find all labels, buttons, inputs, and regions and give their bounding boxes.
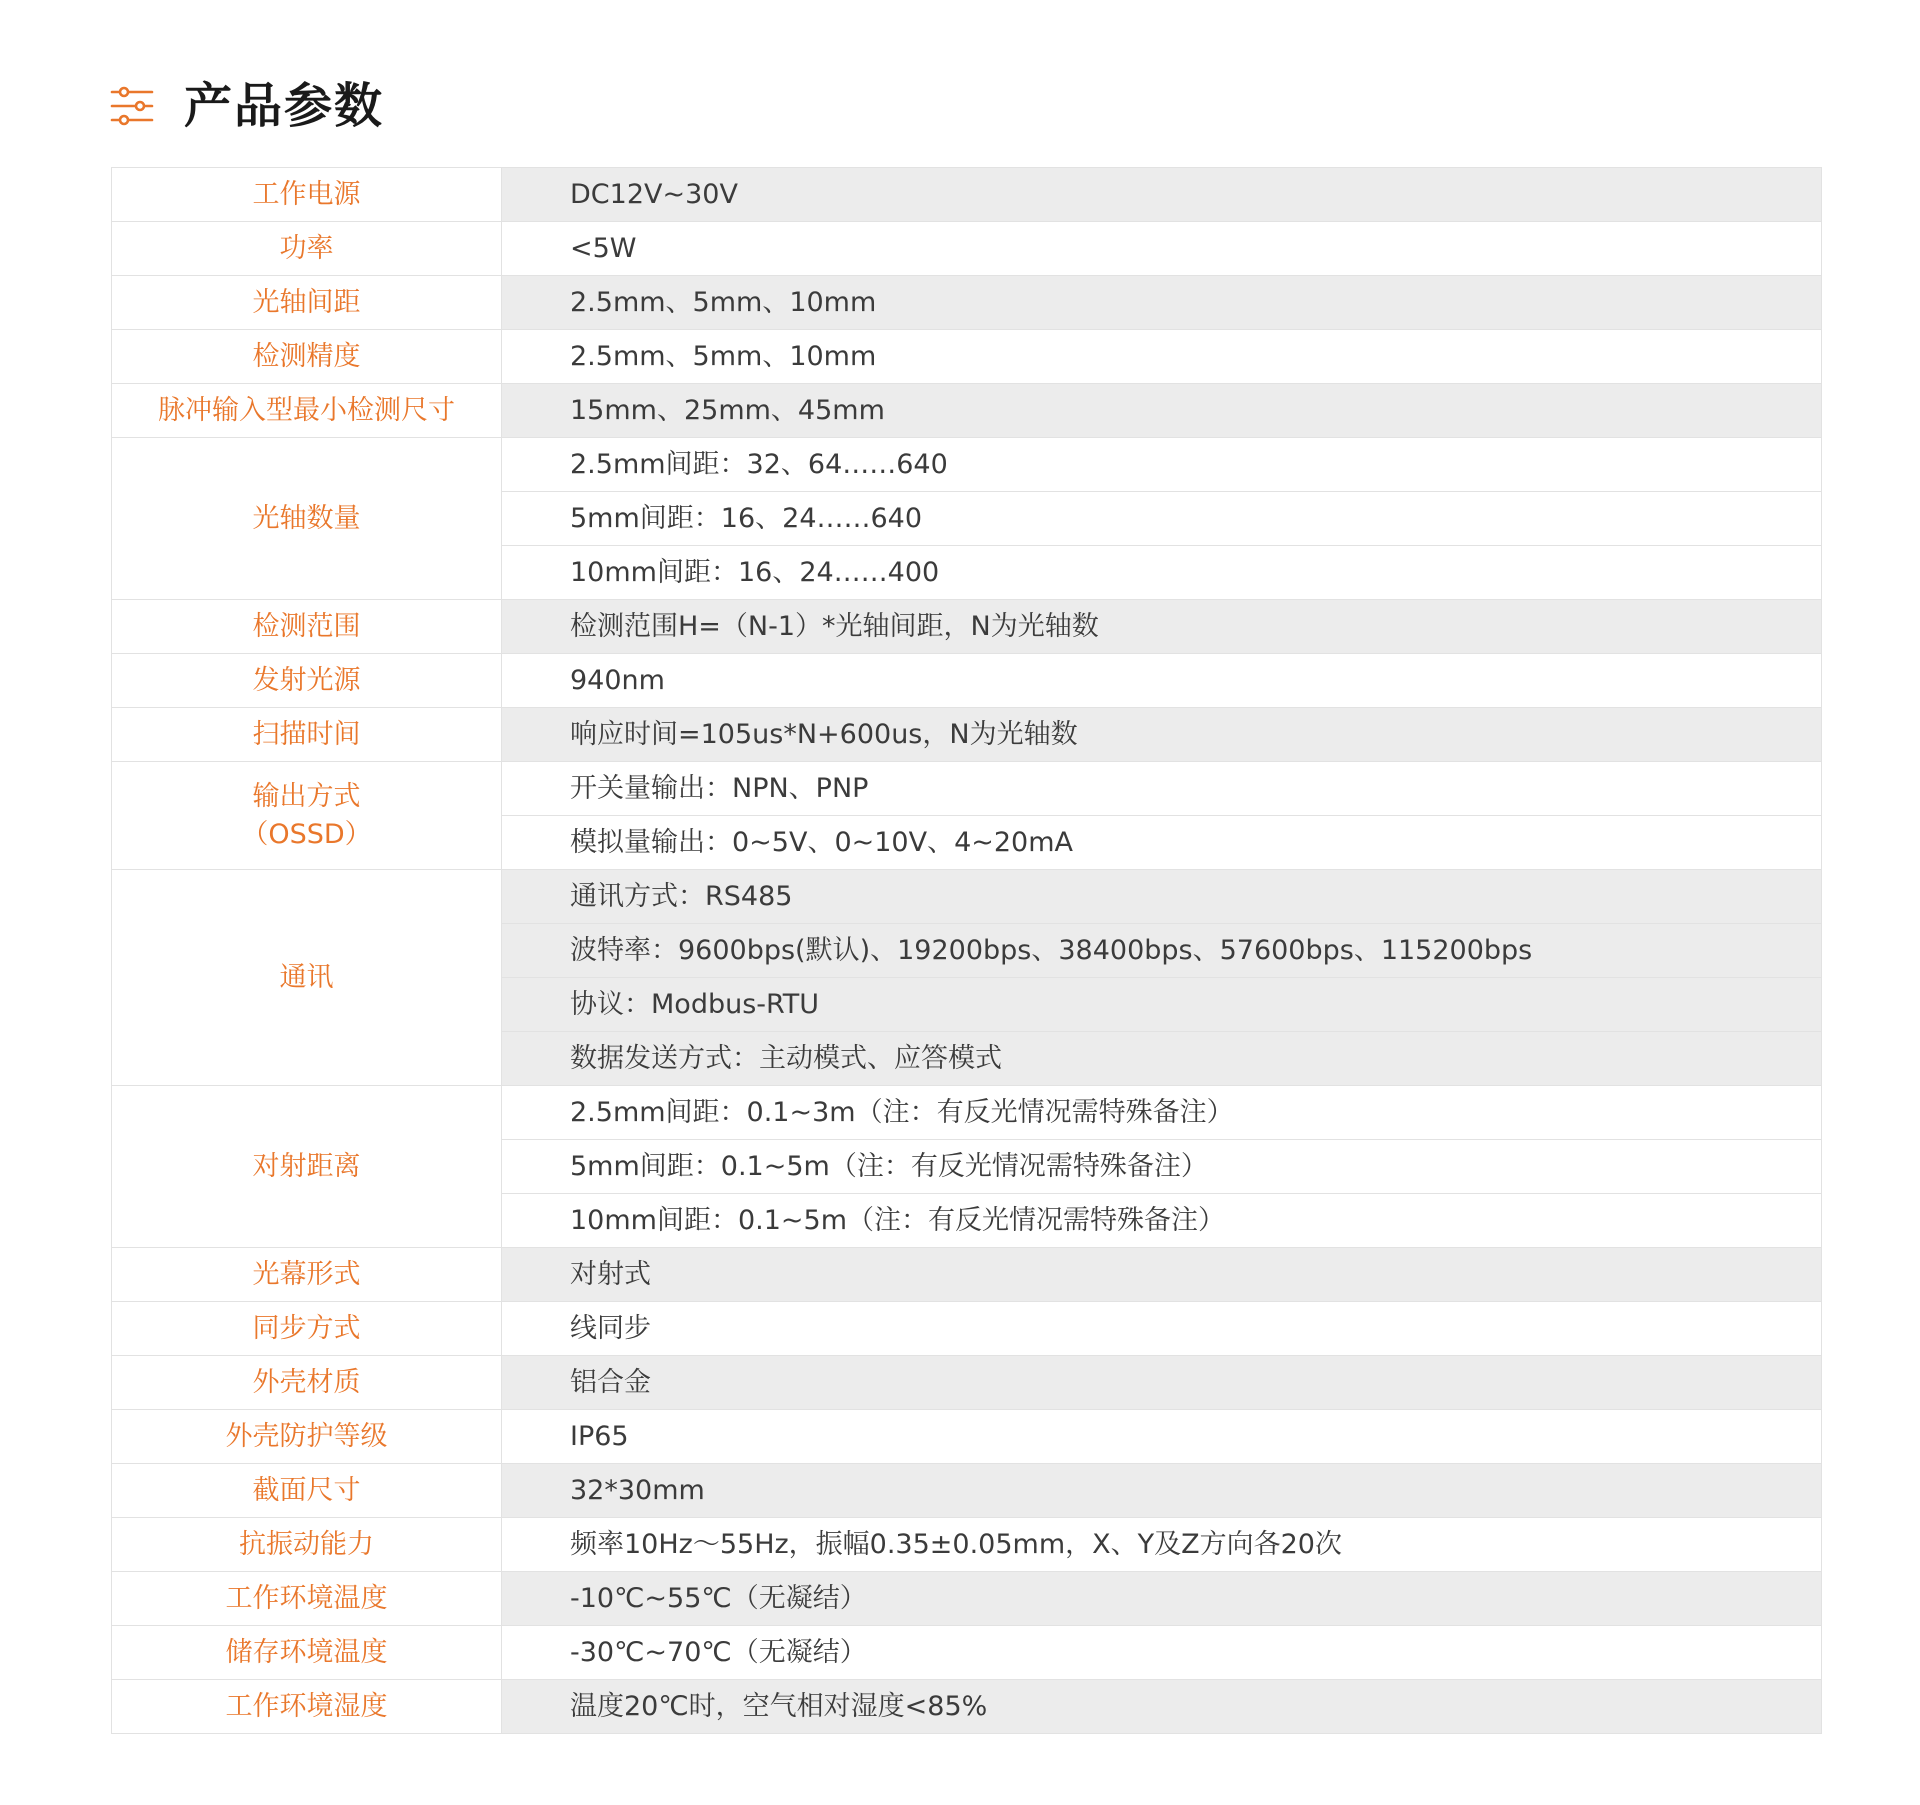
table-row [112, 654, 1822, 708]
table-row [112, 708, 1822, 762]
spec-value: 温度20℃时，空气相对湿度<85% [502, 1680, 1822, 1734]
spec-value: 开关量输出：NPN、PNP [502, 762, 1822, 816]
spec-label-line: （OSSD） [241, 818, 372, 850]
spec-label-line: 光轴数量 [252, 502, 361, 534]
spec-value: 940nm [502, 654, 1822, 708]
spec-value: 2.5mm、5mm、10mm [502, 276, 1822, 330]
spec-label-line: 光轴间距 [252, 286, 361, 318]
table-row [112, 1518, 1822, 1572]
table-row [112, 1626, 1822, 1680]
spec-value: 波特率：9600bps(默认)、19200bps、38400bps、57600bps、115200bps [502, 924, 1822, 978]
spec-label-line: 同步方式 [252, 1312, 361, 1344]
table-row [112, 1572, 1822, 1626]
spec-label-line: 外壳防护等级 [225, 1420, 388, 1452]
spec-label [112, 222, 502, 276]
spec-value: 2.5mm间距：32、64……640 [502, 438, 1822, 492]
spec-value: 协议：Modbus-RTU [502, 978, 1822, 1032]
spec-label [112, 762, 502, 870]
section-header [110, 76, 384, 136]
spec-value: 2.5mm间距：0.1~3m（注：有反光情况需特殊备注） [502, 1086, 1822, 1140]
spec-label [112, 438, 502, 600]
spec-label-line: 储存环境温度 [225, 1636, 388, 1668]
table-row [112, 1248, 1822, 1302]
table-row [112, 168, 1822, 222]
spec-value: 频率10Hz～55Hz，振幅0.35±0.05mm，X、Y及Z方向各20次 [502, 1518, 1822, 1572]
spec-label-line: 光幕形式 [252, 1258, 361, 1290]
spec-label [112, 1680, 502, 1734]
spec-label [112, 1518, 502, 1572]
spec-label-line: 扫描时间 [252, 718, 361, 750]
spec-label-line: 工作环境温度 [225, 1582, 388, 1614]
spec-label [112, 330, 502, 384]
table-row [112, 1680, 1822, 1734]
spec-value: 2.5mm、5mm、10mm [502, 330, 1822, 384]
table-row [112, 600, 1822, 654]
table-row [112, 330, 1822, 384]
spec-label [112, 384, 502, 438]
spec-value: 模拟量输出：0~5V、0~10V、4~20mA [502, 816, 1822, 870]
table-row [112, 762, 1822, 816]
spec-label-line: 通讯 [279, 961, 334, 993]
spec-value: 通讯方式：RS485 [502, 870, 1822, 924]
spec-value: 32*30mm [502, 1464, 1822, 1518]
spec-label-line: 外壳材质 [252, 1366, 361, 1398]
spec-label [112, 708, 502, 762]
spec-value: 10mm间距：0.1~5m（注：有反光情况需特殊备注） [502, 1194, 1822, 1248]
spec-label-line: 输出方式 [252, 780, 361, 812]
spec-value: 数据发送方式：主动模式、应答模式 [502, 1032, 1822, 1086]
table-row [112, 276, 1822, 330]
table-row [112, 1086, 1822, 1140]
spec-label [112, 654, 502, 708]
spec-label [112, 276, 502, 330]
spec-table-body [112, 168, 1822, 1734]
spec-label-line: 功率 [279, 232, 334, 264]
spec-value: -10℃~55℃（无凝结） [502, 1572, 1822, 1626]
spec-label-line: 截面尺寸 [252, 1474, 361, 1506]
spec-value: 对射式 [502, 1248, 1822, 1302]
table-row [112, 1302, 1822, 1356]
spec-value: 5mm间距：16、24……640 [502, 492, 1822, 546]
table-row [112, 1410, 1822, 1464]
spec-value: DC12V~30V [502, 168, 1822, 222]
spec-label [112, 1356, 502, 1410]
table-row [112, 1356, 1822, 1410]
spec-value: 铝合金 [502, 1356, 1822, 1410]
spec-label [112, 1248, 502, 1302]
table-row [112, 438, 1822, 492]
spec-value: 5mm间距：0.1~5m（注：有反光情况需特殊备注） [502, 1140, 1822, 1194]
spec-value: IP65 [502, 1410, 1822, 1464]
spec-value: 线同步 [502, 1302, 1822, 1356]
spec-label-line: 检测精度 [252, 340, 361, 372]
table-row [112, 1464, 1822, 1518]
spec-label-line: 抗振动能力 [239, 1528, 374, 1560]
spec-label-line: 发射光源 [252, 664, 361, 696]
spec-value: 15mm、25mm、45mm [502, 384, 1822, 438]
spec-label-line: 脉冲输入型最小检测尺寸 [158, 394, 455, 426]
spec-label [112, 600, 502, 654]
spec-label-line: 对射距离 [252, 1150, 361, 1182]
spec-value: <5W [502, 222, 1822, 276]
spec-label [112, 1572, 502, 1626]
spec-label [112, 1086, 502, 1248]
spec-table [111, 167, 1822, 1734]
spec-value: 检测范围H=（N-1）*光轴间距，N为光轴数 [502, 600, 1822, 654]
spec-label [112, 1410, 502, 1464]
table-row [112, 870, 1822, 924]
table-row [112, 222, 1822, 276]
spec-label [112, 168, 502, 222]
spec-label-line: 工作电源 [252, 178, 361, 210]
table-row [112, 384, 1822, 438]
page-title: 产品参数 [184, 78, 385, 134]
spec-label [112, 1302, 502, 1356]
spec-value: -30℃~70℃（无凝结） [502, 1626, 1822, 1680]
spec-label-line: 检测范围 [252, 610, 361, 642]
spec-value: 10mm间距：16、24……400 [502, 546, 1822, 600]
spec-label [112, 1626, 502, 1680]
spec-label [112, 870, 502, 1086]
spec-label [112, 1464, 502, 1518]
spec-value: 响应时间=105us*N+600us，N为光轴数 [502, 708, 1822, 762]
sliders-icon [110, 86, 154, 126]
spec-label-line: 工作环境湿度 [225, 1690, 388, 1722]
